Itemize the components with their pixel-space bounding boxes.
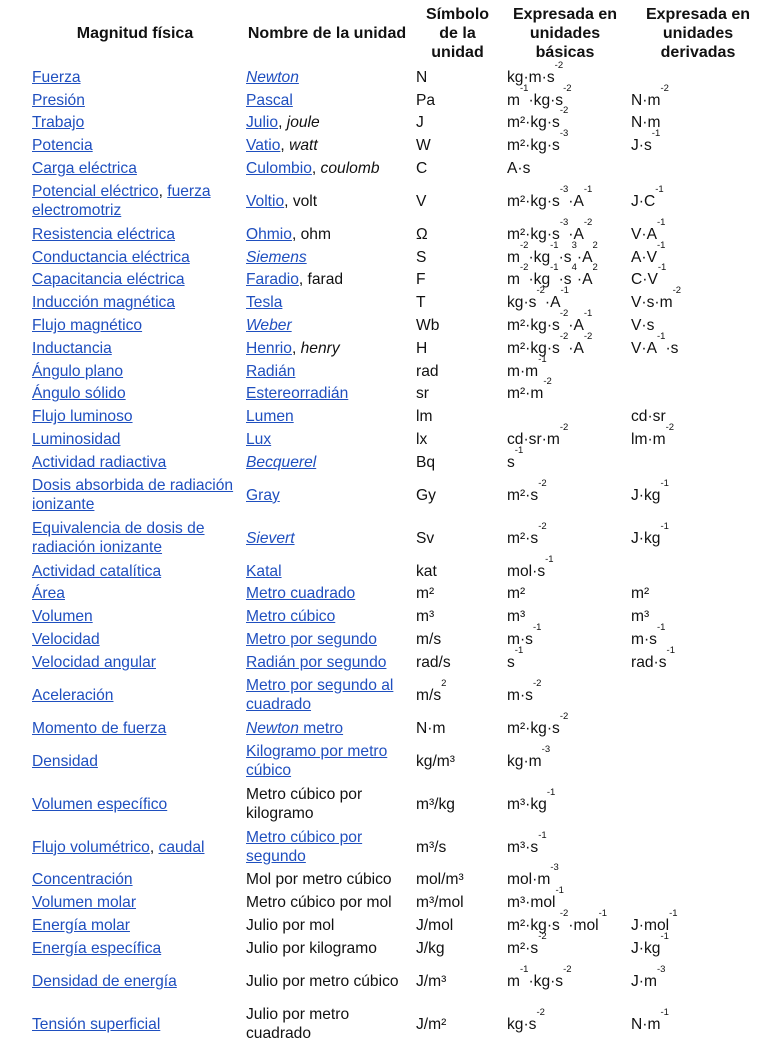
table-row xyxy=(27,583,768,606)
unit-name-cell xyxy=(241,246,411,269)
unit-symbol-cell: rad/s xyxy=(416,653,451,671)
magnitude-cell xyxy=(27,826,241,869)
derived-units-cell xyxy=(626,674,768,717)
unit-name-cell xyxy=(241,1003,411,1046)
derived-units-cell: $V\cdot A^{-1}\cdot s$ xyxy=(631,330,679,357)
basic-units-cell: $m^{-1}\cdot kg\cdot s^{-2}$ xyxy=(507,82,572,109)
mag-link[interactable]: Densidad de energía xyxy=(32,972,177,990)
magnitude-cell xyxy=(27,428,241,451)
name-link[interactable]: Henrio xyxy=(246,339,292,357)
derived-units-cell: $J\cdot C^{-1}$ xyxy=(631,183,664,210)
name-link[interactable]: Radián xyxy=(246,362,296,380)
magnitude-cell xyxy=(27,914,241,937)
derived-units-cell xyxy=(626,66,768,89)
unit-symbol-cell: Bq xyxy=(416,453,436,471)
mag-link[interactable]: Luminosidad xyxy=(32,431,121,449)
name-link[interactable]: Newton xyxy=(246,68,299,86)
unit-name-cell xyxy=(241,337,411,360)
derived-units-cell: $J\cdot kg^{-1}$ xyxy=(631,520,669,547)
mag-link[interactable]: Densidad xyxy=(32,752,98,770)
unit-symbol-cell: J/kg xyxy=(416,939,445,957)
mag-link[interactable]: caudal xyxy=(158,838,205,856)
table-row xyxy=(27,474,768,517)
mag-link[interactable]: Área xyxy=(32,585,65,603)
mag-link[interactable]: Ángulo sólido xyxy=(32,385,126,403)
derived-units-cell: $A\cdot V^{-1}$ xyxy=(631,239,666,266)
mag-link[interactable]: Ángulo plano xyxy=(32,362,124,380)
table-row xyxy=(27,628,768,651)
magnitude-cell xyxy=(27,66,241,89)
magnitude-cell xyxy=(27,560,241,583)
name-link[interactable]: Pascal xyxy=(246,91,293,109)
name-text: Mol por metro cúbico xyxy=(246,871,392,889)
basic-units-cell: m³ xyxy=(507,608,526,626)
unit-symbol-cell: Pa xyxy=(416,91,436,109)
derived-units-cell: $N\cdot m^{-2}$ xyxy=(631,82,669,109)
name-link[interactable]: Weber xyxy=(246,317,292,335)
unit-symbol-cell: Ω xyxy=(416,225,428,243)
derived-units-cell: cd·sr xyxy=(631,408,666,426)
unit-name-cell xyxy=(241,914,411,937)
derived-units-cell xyxy=(626,383,768,406)
derived-units-cell: m² xyxy=(631,585,650,603)
basic-units-cell: $kg\cdot s^{-2}\cdot A^{-1}$ xyxy=(507,285,569,312)
unit-symbol-cell: m² xyxy=(416,585,435,603)
basic-units-cell: $m^3\cdot kg^{-1}$ xyxy=(507,786,556,813)
unit-name-cell xyxy=(241,826,411,869)
unit-symbol-cell: $m/s^2$ xyxy=(416,677,447,704)
table-row xyxy=(27,517,768,560)
unit-symbol-cell: m³/mol xyxy=(416,894,464,912)
unit-name-cell xyxy=(241,474,411,517)
basic-units-cell: $m^3\cdot s^{-1}$ xyxy=(507,829,547,856)
magnitude-cell xyxy=(27,269,241,292)
mag-text: , xyxy=(158,183,168,201)
derived-units-cell: $J\cdot m^{-3}$ xyxy=(631,963,666,990)
name-link[interactable]: Lumen xyxy=(246,408,294,426)
mag-link[interactable]: Volumen específico xyxy=(32,795,168,813)
derived-units-cell: $J\cdot kg^{-1}$ xyxy=(631,477,669,504)
name-text: watt xyxy=(289,137,318,155)
magnitude-cell xyxy=(27,157,241,180)
mag-link[interactable]: Flujo luminoso xyxy=(32,408,133,426)
table-row xyxy=(27,291,768,314)
mag-link[interactable]: Flujo magnético xyxy=(32,317,143,335)
derived-units-cell: $V\cdot A^{-1}$ xyxy=(631,216,666,243)
table-row xyxy=(27,134,768,157)
name-text: Julio por metro cúbico xyxy=(246,972,399,990)
unit-symbol-cell: Wb xyxy=(416,317,440,335)
mag-link[interactable]: Actividad radiactiva xyxy=(32,453,167,471)
name-link[interactable]: Estereorradián xyxy=(246,385,349,403)
basic-units-cell: $s^{-1}$ xyxy=(507,644,524,671)
magnitude-cell xyxy=(27,628,241,651)
name-link[interactable]: Newton xyxy=(246,719,299,737)
basic-units-cell: $kg\cdot s^{-2}$ xyxy=(507,1006,545,1033)
name-link[interactable]: Culombio xyxy=(246,160,312,178)
mag-link[interactable]: fuerza electromotriz xyxy=(32,183,211,220)
unit-name-cell xyxy=(241,451,411,474)
magnitude-cell xyxy=(27,740,241,783)
mag-link[interactable]: Potencial eléctrico xyxy=(32,183,159,201)
basic-units-cell: $mol\cdot s^{-1}$ xyxy=(507,553,554,580)
derived-units-cell: J·mol$^{-1}$ xyxy=(631,908,678,935)
name-link[interactable]: Katal xyxy=(246,562,282,580)
unit-name-cell xyxy=(241,405,411,428)
name-link[interactable]: Gray xyxy=(246,486,280,504)
table-row xyxy=(27,405,768,428)
unit-symbol-cell: m/s xyxy=(416,631,442,649)
derived-units-cell xyxy=(626,869,768,892)
mag-link[interactable]: Inductancia xyxy=(32,339,112,357)
name-text: Metro cúbico por mol xyxy=(246,894,392,912)
derived-units-cell: V·s xyxy=(631,317,655,335)
basic-units-cell: $m^2\cdot kg\cdot s^{-2}\cdot mol^{-1}$ xyxy=(507,908,608,935)
unit-symbol-cell: sr xyxy=(416,385,429,403)
magnitude-cell xyxy=(27,605,241,628)
unit-name-cell xyxy=(241,89,411,112)
derived-units-cell: $rad\cdot s^{-1}$ xyxy=(631,644,675,671)
magnitude-cell xyxy=(27,405,241,428)
derived-units-cell: $C\cdot V^{-1}$ xyxy=(631,262,667,289)
name-text: , xyxy=(291,339,301,357)
unit-symbol-cell: kat xyxy=(416,562,437,580)
unit-symbol-cell: H xyxy=(416,339,428,357)
table-header-row xyxy=(27,0,768,66)
mag-link[interactable]: Capacitancia eléctrica xyxy=(32,271,185,289)
unit-name-cell xyxy=(241,517,411,560)
table-body xyxy=(27,59,768,1046)
table-row xyxy=(27,1003,768,1046)
basic-units-cell: $mol\cdot m^{-3}$ xyxy=(507,862,559,889)
name-text: coulomb xyxy=(320,160,380,178)
table-row xyxy=(27,740,768,783)
table-row xyxy=(27,651,768,674)
unit-symbol-cell: J/m³ xyxy=(416,972,447,990)
table-row xyxy=(27,891,768,914)
name-link[interactable]: Tesla xyxy=(246,294,283,312)
unit-symbol-cell: lx xyxy=(416,431,428,449)
basic-units-cell: $m^2\cdot kg\cdot s^{-3}$ xyxy=(507,128,569,155)
unit-name-cell xyxy=(241,740,411,783)
table-row xyxy=(27,869,768,892)
unit-symbol-cell: S xyxy=(416,248,427,266)
name-link[interactable]: Julio xyxy=(246,114,279,132)
basic-units-cell: $m\cdot s^{-1}$ xyxy=(507,622,542,649)
derived-units-cell xyxy=(626,560,768,583)
table-row xyxy=(27,66,768,89)
mag-link[interactable]: Conductancia eléctrica xyxy=(32,248,190,266)
mag-text: , xyxy=(149,838,159,856)
basic-units-cell: $kg\cdot m\cdot s^{-2}$ xyxy=(507,59,564,86)
magnitude-cell xyxy=(27,314,241,337)
unit-name-cell xyxy=(241,717,411,740)
mag-link[interactable]: Resistencia eléctrica xyxy=(32,225,176,243)
table-row xyxy=(27,560,768,583)
unit-name-cell xyxy=(241,937,411,960)
derived-units-cell: N·m xyxy=(631,114,661,132)
unit-name-cell xyxy=(241,869,411,892)
mag-link[interactable]: Presión xyxy=(32,91,85,109)
table-row xyxy=(27,360,768,383)
table-row xyxy=(27,337,768,360)
name-text: , xyxy=(278,114,287,132)
unit-name-cell xyxy=(241,891,411,914)
header-basic-units: Expresada en unidades básicas xyxy=(512,5,618,61)
name-link[interactable]: Voltio xyxy=(246,192,285,210)
derived-units-cell: $N\cdot m^{-1}$ xyxy=(631,1006,669,1033)
derived-units-cell xyxy=(626,783,768,826)
derived-units-cell: $J\cdot s^{-1}$ xyxy=(631,128,661,155)
name-text: henry xyxy=(300,339,340,357)
basic-units-cell: m² xyxy=(507,585,526,603)
name-text: Julio por kilogramo xyxy=(246,939,377,957)
name-link[interactable]: Metro por segundo xyxy=(246,631,377,649)
unit-symbol-cell: J/mol xyxy=(416,917,454,935)
table-row xyxy=(27,717,768,740)
magnitude-cell xyxy=(27,246,241,269)
name-text: , farad xyxy=(298,271,344,289)
table-row xyxy=(27,914,768,937)
unit-symbol-cell: kg/m³ xyxy=(416,752,455,770)
header-unit-symbol: Símbolo de la unidad xyxy=(425,5,490,61)
magnitude-cell xyxy=(27,223,241,246)
derived-units-cell xyxy=(626,451,768,474)
derived-units-cell xyxy=(626,740,768,783)
derived-units-cell xyxy=(626,360,768,383)
mag-link[interactable]: Momento de fuerza xyxy=(32,719,167,737)
name-link[interactable]: Siemens xyxy=(246,248,307,266)
magnitude-cell xyxy=(27,960,241,1003)
magnitude-cell xyxy=(27,937,241,960)
mag-link[interactable]: Potencia xyxy=(32,137,93,155)
derived-units-cell: $V\cdot s\cdot m^{-2}$ xyxy=(631,285,682,312)
table-row xyxy=(27,674,768,717)
unit-symbol-cell: W xyxy=(416,137,431,155)
table-row xyxy=(27,960,768,1003)
magnitude-cell xyxy=(27,583,241,606)
mag-link[interactable]: Carga eléctrica xyxy=(32,160,137,178)
basic-units-cell: $m^2\cdot kg\cdot s^{-2}$ xyxy=(507,710,569,737)
mag-link[interactable]: Energía específica xyxy=(32,939,162,957)
mag-link[interactable]: Dosis absorbida de radiación ionizante xyxy=(32,477,234,514)
unit-name-cell xyxy=(241,134,411,157)
basic-units-cell: $m^2\cdot s^{-2}$ xyxy=(507,520,547,547)
magnitude-cell xyxy=(27,869,241,892)
header-magnitude: Magnitud física xyxy=(76,24,194,42)
mag-link[interactable]: Equivalencia de dosis de radiación ionizante xyxy=(32,520,205,557)
name-link[interactable]: Becquerel xyxy=(246,453,317,471)
basic-units-cell: $m^2\cdot kg\cdot s^{-3}\cdot A^{-2}$ xyxy=(507,216,593,243)
derived-units-cell xyxy=(626,891,768,914)
name-text: joule xyxy=(286,114,320,132)
name-text: , xyxy=(311,160,321,178)
name-link[interactable]: Kilogramo por metro cúbico xyxy=(246,743,388,780)
name-link[interactable]: Metro por segundo al cuadrado xyxy=(246,677,394,714)
name-text: , ohm xyxy=(291,225,331,243)
name-link[interactable]: Metro cuadrado xyxy=(246,585,356,603)
magnitude-cell xyxy=(27,134,241,157)
name-link[interactable]: Sievert xyxy=(246,529,295,547)
unit-name-cell xyxy=(241,314,411,337)
name-link[interactable]: Vatio xyxy=(246,137,281,155)
unit-name-cell xyxy=(241,180,411,223)
basic-units-cell: $m\cdot m^{-1}$ xyxy=(507,353,547,380)
unit-symbol-cell: m³/kg xyxy=(416,795,455,813)
table-row xyxy=(27,428,768,451)
unit-name-cell xyxy=(241,960,411,1003)
unit-name-cell xyxy=(241,560,411,583)
unit-name-cell xyxy=(241,783,411,826)
unit-name-cell xyxy=(241,291,411,314)
unit-symbol-cell: rad xyxy=(416,362,439,380)
magnitude-cell xyxy=(27,891,241,914)
unit-symbol-cell: J xyxy=(416,114,424,132)
mag-link[interactable]: Trabajo xyxy=(32,114,85,132)
unit-name-cell xyxy=(241,428,411,451)
table-row xyxy=(27,937,768,960)
unit-name-cell xyxy=(241,628,411,651)
basic-units-cell: $m^{-2}\cdot kg^{-1}\cdot s^3\cdot A^2$ xyxy=(507,239,598,266)
name-text: , xyxy=(280,137,290,155)
name-link[interactable]: Faradio xyxy=(246,271,299,289)
mag-link[interactable]: Inducción magnética xyxy=(32,294,176,312)
table-row xyxy=(27,246,768,269)
basic-units-cell: $cd\cdot sr\cdot m^{-2}$ xyxy=(507,422,569,449)
unit-name-cell xyxy=(241,66,411,89)
unit-name-cell xyxy=(241,269,411,292)
basic-units-cell: $m^{-2}\cdot kg^{-1}\cdot s^4\cdot A^2$ xyxy=(507,262,598,289)
name-text: , volt xyxy=(284,192,318,210)
table-row xyxy=(27,89,768,112)
magnitude-cell xyxy=(27,337,241,360)
unit-symbol-cell: J/m² xyxy=(416,1015,447,1033)
mag-link[interactable]: Actividad catalítica xyxy=(32,562,162,580)
basic-units-cell: $m^2\cdot kg\cdot s^{-2}\cdot A^{-1}$ xyxy=(507,308,593,335)
unit-symbol-cell: Gy xyxy=(416,486,436,504)
magnitude-cell xyxy=(27,112,241,135)
unit-name-cell xyxy=(241,223,411,246)
mag-link[interactable]: Volumen xyxy=(32,608,93,626)
mag-link[interactable]: Fuerza xyxy=(32,68,81,86)
basic-units-cell: $m^{-1}\cdot kg\cdot s^{-2}$ xyxy=(507,963,572,990)
magnitude-cell xyxy=(27,451,241,474)
magnitude-cell xyxy=(27,474,241,517)
basic-units-cell: $m^2\cdot kg\cdot s^{-3}\cdot A^{-1}$ xyxy=(507,183,593,210)
unit-symbol-cell: F xyxy=(416,271,426,289)
table-row xyxy=(27,783,768,826)
name-link[interactable]: Lux xyxy=(246,431,272,449)
magnitude-cell xyxy=(27,674,241,717)
magnitude-cell xyxy=(27,180,241,223)
basic-units-cell: $kg\cdot m^{-3}$ xyxy=(507,743,551,770)
derived-units-cell: $J\cdot kg^{-1}$ xyxy=(631,930,669,957)
basic-units-cell: m³·mol$^{-1}$ xyxy=(507,885,564,912)
name-link[interactable]: Metro cúbico xyxy=(246,608,336,626)
unit-symbol-cell: T xyxy=(416,294,426,312)
table-row xyxy=(27,383,768,406)
unit-name-cell xyxy=(241,112,411,135)
mag-link[interactable]: Aceleración xyxy=(32,686,114,704)
magnitude-cell xyxy=(27,291,241,314)
unit-name-cell xyxy=(241,157,411,180)
name-text: Julio por metro cuadrado xyxy=(246,1006,350,1043)
table-row xyxy=(27,826,768,869)
magnitude-cell xyxy=(27,783,241,826)
magnitude-cell xyxy=(27,517,241,560)
unit-name-cell xyxy=(241,360,411,383)
basic-units-cell: $m^2\cdot kg\cdot s^{-2}\cdot A^{-2}$ xyxy=(507,330,593,357)
derived-units-cell: m³ xyxy=(631,608,650,626)
basic-units-cell: $m^2\cdot s^{-2}$ xyxy=(507,477,547,504)
unit-symbol-cell: N xyxy=(416,68,428,86)
derived-units-cell: $lm\cdot m^{-2}$ xyxy=(631,422,675,449)
basic-units-cell: $m^2\cdot s^{-2}$ xyxy=(507,930,547,957)
mag-link[interactable]: Flujo volumétrico xyxy=(32,838,150,856)
unit-symbol-cell: Sv xyxy=(416,529,435,547)
derived-units-cell: $m\cdot s^{-1}$ xyxy=(631,622,666,649)
header-unit-name: Nombre de la unidad xyxy=(247,24,407,42)
mag-link[interactable]: Velocidad xyxy=(32,631,100,649)
unit-name-cell xyxy=(241,651,411,674)
magnitude-cell xyxy=(27,651,241,674)
unit-symbol-cell: lm xyxy=(416,408,433,426)
unit-name-cell xyxy=(241,383,411,406)
magnitude-cell xyxy=(27,383,241,406)
mag-link[interactable]: Concentración xyxy=(32,871,133,889)
name-link[interactable]: metro xyxy=(298,719,344,737)
table-row xyxy=(27,157,768,180)
name-link[interactable]: Ohmio xyxy=(246,225,292,243)
name-text: Julio por mol xyxy=(246,917,335,935)
basic-units-cell: $m^2\cdot m^{-2}$ xyxy=(507,376,552,403)
unit-symbol-cell: C xyxy=(416,160,428,178)
mag-link[interactable]: Tensión superficial xyxy=(32,1015,161,1033)
magnitude-cell xyxy=(27,717,241,740)
table-row xyxy=(27,269,768,292)
header-derived-units: Expresada en unidades derivadas xyxy=(645,5,751,61)
unit-symbol-cell: m³/s xyxy=(416,838,447,856)
derived-units-cell xyxy=(626,157,768,180)
derived-units-cell xyxy=(626,717,768,740)
magnitude-cell xyxy=(27,1003,241,1046)
derived-units-cell xyxy=(626,826,768,869)
magnitude-cell xyxy=(27,89,241,112)
si-derived-units-table xyxy=(27,0,768,1046)
name-link[interactable]: Radián por segundo xyxy=(246,653,387,671)
unit-name-cell xyxy=(241,674,411,717)
name-text: Metro cúbico por kilogramo xyxy=(246,786,363,823)
name-link[interactable]: Metro cúbico por segundo xyxy=(246,829,363,866)
basic-units-cell: $m\cdot s^{-2}$ xyxy=(507,677,542,704)
magnitude-cell xyxy=(27,360,241,383)
unit-symbol-cell: m³ xyxy=(416,608,435,626)
mag-link[interactable]: Velocidad angular xyxy=(32,653,156,671)
table-row xyxy=(27,451,768,474)
mag-link[interactable]: Energía molar xyxy=(32,917,130,935)
basic-units-cell: $s^{-1}$ xyxy=(507,444,524,471)
mag-link[interactable]: Volumen molar xyxy=(32,894,137,912)
unit-symbol-cell: mol/m³ xyxy=(416,871,464,889)
basic-units-cell: A·s xyxy=(507,160,531,178)
unit-symbol-cell: V xyxy=(416,192,427,210)
basic-units-cell: $m^2\cdot kg\cdot s^{-2}$ xyxy=(507,105,569,132)
unit-name-cell xyxy=(241,583,411,606)
unit-name-cell xyxy=(241,605,411,628)
unit-symbol-cell: N·m xyxy=(416,719,446,737)
